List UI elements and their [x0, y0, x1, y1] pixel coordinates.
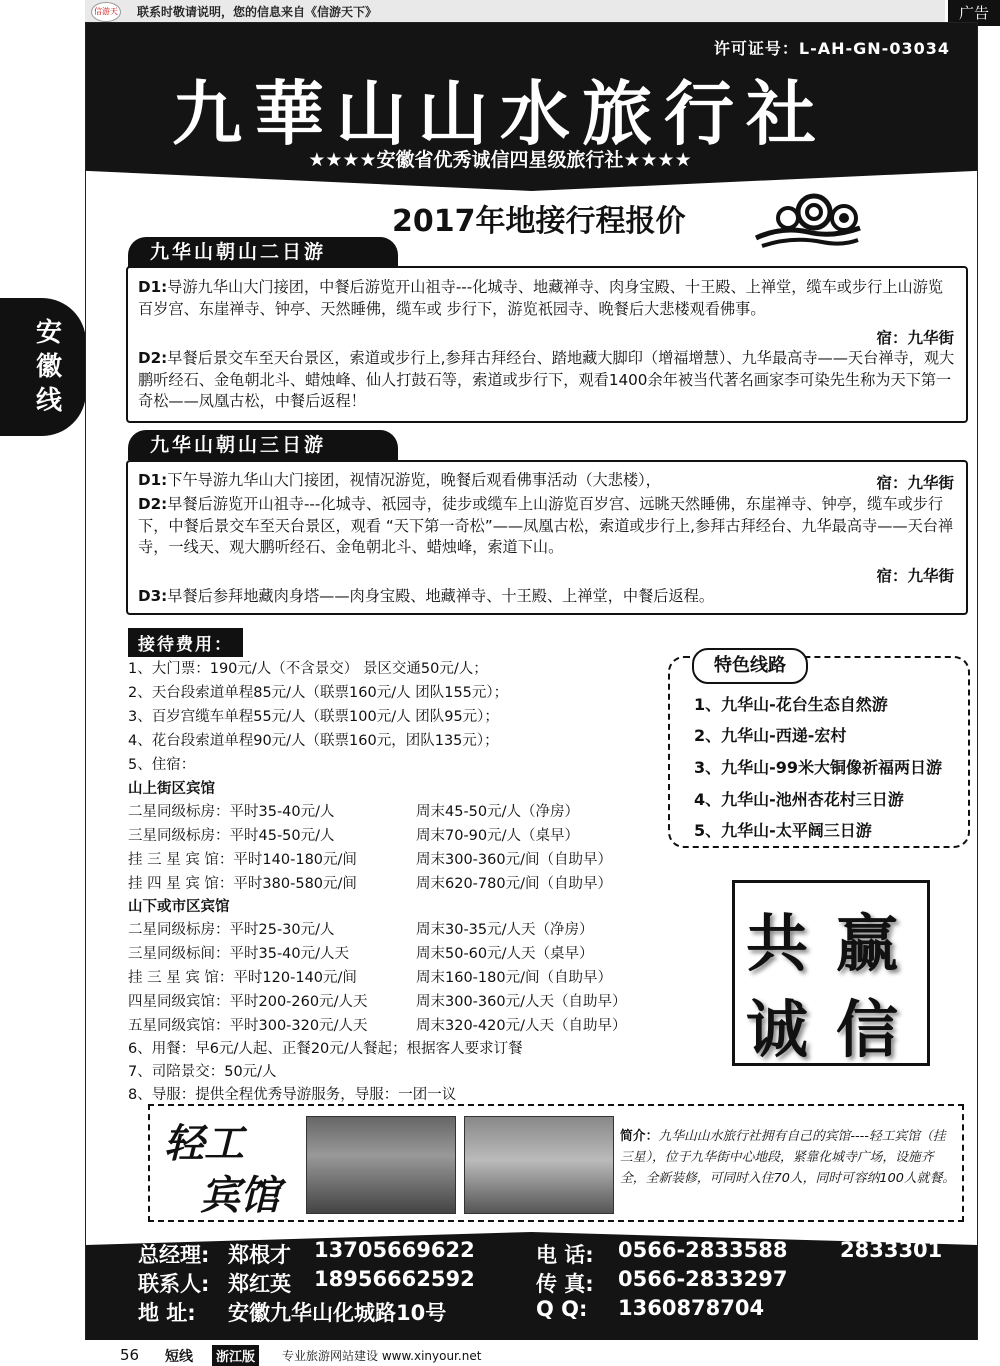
- hotel-hall-photo: [464, 1116, 614, 1214]
- fee-item: 1、大门票：190元/人（不含景交） 景区交通50元/人；: [128, 661, 488, 677]
- source-notice: 联系时敬请说明，您的信息来自《信游天下》: [137, 5, 378, 19]
- qq-number: 1360878704: [618, 1296, 765, 1320]
- route-day: [138, 470, 756, 492]
- gm-name: 郑根才: [228, 1243, 291, 1267]
- day-text: 下午导游九华山大门接团，视情况游览，晚餐后观看佛事活动（大悲楼），: [167, 471, 661, 489]
- agency-name: 九華山山水旅行社: [172, 72, 828, 155]
- day-text: 早餐后景交车至天台景区，索道或步行上,参拜古拜经台、踏地藏大脚印（增福增慧）、九华最高寺——天台禅寺，观大鹏听经石、金龟朝北斗、蜡烛峰、仙人打鼓石等，索道或步行下，观看1400余年被当代著名画家李可染先生称为天下第一奇松——凤凰古松，中餐后返程！: [138, 349, 955, 410]
- hotel-weekend-rate: 周末300-360元/人天（自助早）: [416, 994, 627, 1010]
- day-tag: D3:: [138, 587, 168, 605]
- agency-slogan: ★★★★安徽省优秀诚信四星级旅行社★★★★: [308, 149, 692, 171]
- route-title: 九华山朝山三日游: [128, 430, 398, 460]
- route-day: [138, 277, 958, 320]
- region-tab: [0, 298, 86, 436]
- fax-number: 0566-2833297: [618, 1267, 788, 1291]
- price-list-title: 2017年地接行程报价: [392, 204, 686, 239]
- page-number: 56: [120, 1346, 140, 1364]
- hotel-weekend-rate: 周末50-60元/人天（桌早）: [416, 946, 594, 962]
- route-day: [138, 348, 958, 413]
- hotel-rate: 挂 三 星 宾 馆：平时120-140元/间: [128, 970, 357, 986]
- hotel-rate: 五星同级宾馆：平时300-320元/人天: [128, 1018, 368, 1034]
- edition-badge: 浙江版: [212, 1345, 259, 1366]
- hotel-rate: 四星同级宾馆：平时200-260元/人天: [128, 994, 368, 1010]
- day-tag: D2:: [138, 349, 168, 367]
- motto-char: 诚: [746, 993, 809, 1066]
- fax-label: 传 真:: [536, 1272, 594, 1296]
- hotel-weekend-rate: 周末620-780元/间（自助早）: [416, 876, 612, 892]
- fee-item: 5、住宿：: [128, 757, 196, 773]
- fee-item: 3、百岁宫缆车单程55元/人（联票100元/人 团队95元）；: [128, 709, 499, 725]
- tel-number-2: 2833301: [840, 1238, 943, 1262]
- intro-text: 九华山山水旅行社拥有自己的宾馆----轻工宾馆（挂三星），位于九华街中心地段，紧靠化城寺广场，设施齐全，全新装修，可同时入住70人，同时可容纳100人就餐。: [620, 1129, 956, 1186]
- hotel-rate: 三星同级标间：平时35-40元/人天: [128, 946, 350, 962]
- tel-label: 电 话:: [536, 1243, 594, 1267]
- fee-item: 8、导服：提供全程优秀导游服务，导服：一团一议: [128, 1087, 457, 1103]
- motto-char: 共: [746, 907, 809, 980]
- gm-label: 总经理:: [138, 1243, 210, 1267]
- motto-char: 信: [836, 993, 899, 1066]
- day-text: 早餐后参拜地藏肉身塔——肉身宝殿、地藏禅寺、十王殿、上禅堂，中餐后返程。: [167, 587, 714, 605]
- fee-item: 4、花台段索道单程90元/人（联票160元，团队135元）；: [128, 733, 499, 749]
- category-label: 短线: [165, 1349, 193, 1365]
- contact-name: 郑红英: [228, 1272, 291, 1296]
- day-text: 导游九华山大门接团，中餐后游览开山祖寺---化城寺、地藏禅寺、肉身宝殿、十王殿、上禅堂，缆车或步行上山游览百岁宫、东崖禅寺、钟亭、天然睡佛，缆车或 步行下，游览祇园寺、晚餐后大悲楼观看佛事。: [138, 278, 944, 318]
- auspicious-cloud-icon: [752, 188, 864, 254]
- hotel-name: 轻工: [164, 1120, 244, 1167]
- tel-number: 0566-2833588: [618, 1238, 788, 1262]
- hotel-rate: 挂 四 星 宾 馆：平时380-580元/间: [128, 876, 357, 892]
- day-tag: D1:: [138, 471, 168, 489]
- route-day: [138, 494, 958, 559]
- hotel-weekend-rate: 周末300-360元/间（自助早）: [416, 852, 612, 868]
- region-tab-label: 安徽线: [35, 318, 62, 416]
- fees-title: 接待费用：: [128, 628, 243, 657]
- fee-item: 6、用餐：早6元/人起、正餐20元/人餐起；根据客人要求订餐: [128, 1041, 523, 1057]
- route-box: [126, 460, 968, 615]
- special-route-item: 1、九华山-花台生态自然游: [694, 695, 888, 714]
- fee-item: 2、天台段索道单程85元/人（联票160元/人 团队155元）；: [128, 685, 509, 701]
- intro-label: 简介：: [620, 1129, 659, 1144]
- hotel-weekend-rate: 周末30-35元/人天（净房）: [416, 922, 594, 938]
- contact-label: 联系人:: [138, 1272, 210, 1296]
- ad-label: 广告: [948, 0, 1000, 26]
- hotel-weekend-rate: 周末160-180元/间（自助早）: [416, 970, 612, 986]
- day-text: 早餐后游览开山祖寺---化城寺、祇园寺，徒步或缆车上山游览百岁宫、远眺天然睡佛，东崖禅寺、钟亭，缆车或步行下，中餐后景交车至天台景区，观看 “天下第一奇松”——凤凰古松，索道或步行上,参拜古拜经台、九华最高寺——天台禅寺，一线天、观大鹏听经石、金龟朝北斗、蜡烛峰，索道下山。: [138, 495, 954, 556]
- hotel-rate: 三星同级标房：平时45-50元/人: [128, 828, 335, 844]
- day-tag: D1:: [138, 278, 168, 296]
- address-label: 地 址:: [138, 1301, 196, 1325]
- hotel-name: 宾馆: [200, 1172, 280, 1219]
- special-route-item: 3、九华山-99米大铜像祈福两日游: [694, 758, 943, 777]
- special-routes-title: 特色线路: [692, 648, 808, 684]
- address: 安徽九华山化城路10号: [228, 1301, 447, 1325]
- hotel-weekend-rate: 周末320-420元/人天（自助早）: [416, 1018, 627, 1034]
- stay-note: 宿：九华街: [876, 567, 954, 585]
- route-day: [138, 586, 958, 608]
- day-tag: D2:: [138, 495, 168, 513]
- fee-item: 7、司陪景交：50元/人: [128, 1064, 277, 1080]
- gm-phone: 13705669622: [314, 1238, 475, 1262]
- motto-char: 赢: [836, 907, 899, 980]
- hotel-rate: 挂 三 星 宾 馆：平时140-180元/间: [128, 852, 357, 868]
- special-route-item: 4、九华山-池州杏花村三日游: [694, 790, 904, 809]
- special-route-item: 2、九华山-西递-宏村: [694, 726, 847, 745]
- publisher-logo: 信游天: [91, 2, 121, 22]
- special-route-item: 5、九华山-太平阔三日游: [694, 821, 872, 840]
- hotel-rate: 二星同级标房：平时35-40元/人: [128, 804, 335, 820]
- hotel-room-photo: [306, 1116, 456, 1214]
- route-box: [126, 266, 968, 423]
- stay-note: 宿：九华街: [876, 474, 954, 492]
- contact-phone: 18956662592: [314, 1267, 475, 1291]
- license-number: 许可证号：L-AH-GN-03034: [713, 39, 950, 58]
- hotel-group-title: 山下或市区宾馆: [128, 899, 230, 915]
- hotel-intro: [620, 1126, 956, 1189]
- route-title: 九华山朝山二日游: [128, 237, 398, 267]
- top-info-bar: [85, 0, 945, 23]
- hotel-rate: 二星同级标房：平时25-30元/人: [128, 922, 335, 938]
- site-credit: 专业旅游网站建设 www.xinyour.net: [282, 1349, 482, 1363]
- stay-note: 宿：九华街: [876, 329, 954, 347]
- qq-label: Q Q:: [536, 1297, 588, 1321]
- hotel-weekend-rate: 周末45-50元/人（净房）: [416, 804, 580, 820]
- hotel-weekend-rate: 周末70-90元/人（桌早）: [416, 828, 580, 844]
- hotel-group-title: 山上街区宾馆: [128, 781, 215, 797]
